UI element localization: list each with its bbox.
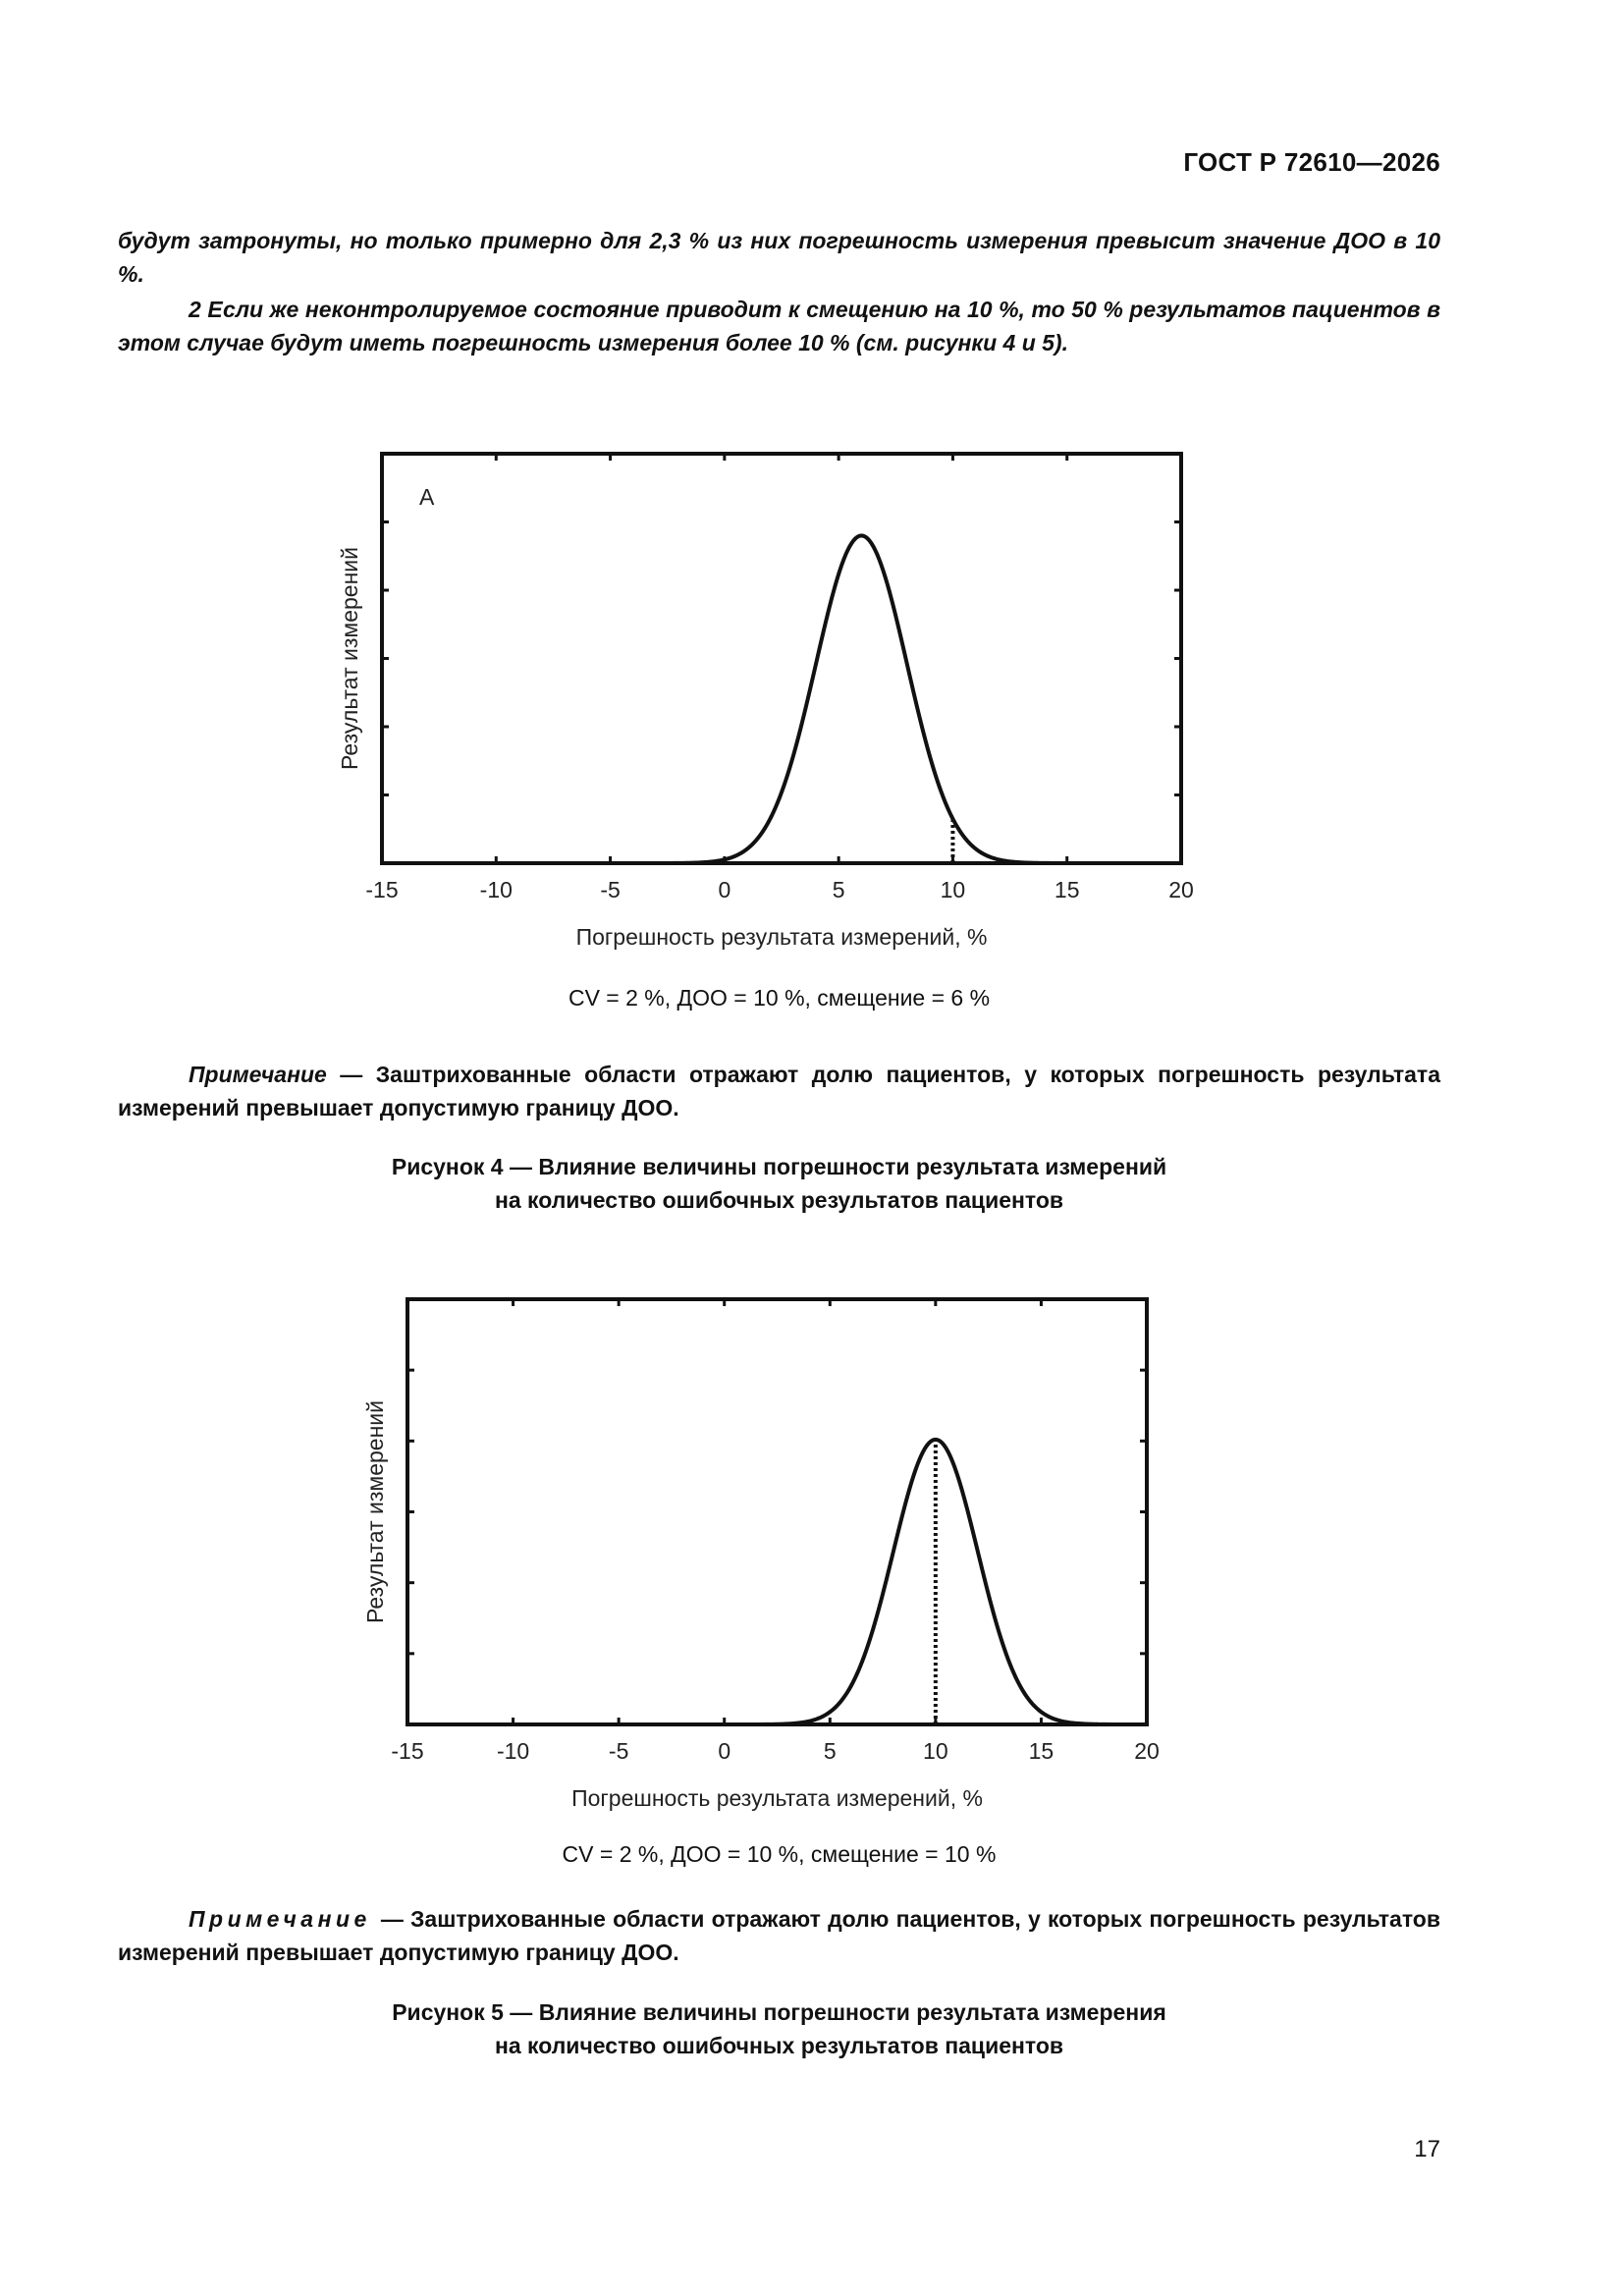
figure-4-caption — [118, 1150, 1440, 1217]
distribution-curve — [407, 1440, 1147, 1724]
x-tick-label: 15 — [1054, 877, 1080, 902]
x-tick-label: -5 — [608, 1738, 629, 1764]
x-tick-label: 10 — [940, 877, 966, 902]
figure-5-caption-line-2: на количество ошибочных результатов пациентов — [494, 2033, 1064, 2058]
x-tick-label: -10 — [479, 877, 513, 902]
x-tick-label: 0 — [718, 1738, 731, 1764]
x-tick-label: 20 — [1168, 877, 1194, 902]
figure-5-note — [118, 1902, 1440, 1969]
figure-5-caption-line-1: Рисунок 5 — Влияние величины погрешности результата измерения — [392, 1999, 1166, 2025]
distribution-curve — [382, 535, 1181, 863]
x-tick-label: 10 — [923, 1738, 948, 1764]
x-tick-label: 5 — [823, 1738, 837, 1764]
chart-x-axis-label: Погрешность результата измерений, % — [571, 1785, 983, 1811]
plot-frame — [407, 1299, 1147, 1724]
x-tick-label: -15 — [391, 1738, 424, 1764]
intro-paragraph-2: 2 Если же неконтролируемое состояние приводит к смещению на 10 %, то 50 % результатов пациентов в этом случае будут иметь погрешность измерения более 10 % (см. рисунки 4 и 5). — [118, 297, 1440, 355]
figure-5-chart — [0, 1286, 1623, 1817]
chart-y-axis-label: Результат измерений — [362, 1400, 388, 1623]
document-code: ГОСТ Р 72610—2026 — [1183, 147, 1440, 177]
chart-y-axis-label: Результат измерений — [337, 547, 362, 770]
intro-paragraph-1: будут затронуты, но только примерно для 2,3 % из них погрешность измерения превысит значение ДОО в 10 %. — [118, 228, 1440, 287]
figure-4-caption-line-2: на количество ошибочных результатов пациентов — [494, 1187, 1064, 1213]
figure-5-note-text: — Заштрихованные области отражают долю пациентов, у которых погрешность результатов измерений превышает допустимую границу ДОО. — [118, 1906, 1440, 1965]
figure-5-subcaption: CV = 2 %, ДОО = 10 %, смещение = 10 % — [562, 1841, 997, 1867]
figure-4-note-text: — Заштрихованные области отражают долю пациентов, у которых погрешность результата измерений превышает допустимую границу ДОО. — [118, 1062, 1440, 1121]
x-tick-label: 15 — [1028, 1738, 1055, 1764]
chart-panel-label: A — [419, 484, 435, 510]
figure-4-note — [118, 1058, 1440, 1124]
chart-x-axis-label: Погрешность результата измерений, % — [575, 924, 988, 950]
figure-4-note-label: Примечание — [189, 1062, 327, 1087]
figure-4-caption-line-1: Рисунок 4 — Влияние величины погрешности результата измерений — [391, 1154, 1167, 1179]
figure-4-chart — [0, 432, 1623, 962]
figure-5-note-label: Примечание — [189, 1906, 371, 1932]
x-tick-label: -5 — [600, 877, 621, 902]
x-tick-label: 0 — [718, 877, 731, 902]
page-number: 17 — [1414, 2136, 1440, 2162]
figure-5-caption — [118, 1995, 1440, 2062]
x-tick-label: 5 — [832, 877, 845, 902]
x-tick-label: -15 — [365, 877, 399, 902]
figure-4-subcaption: CV = 2 %, ДОО = 10 %, смещение = 6 % — [568, 985, 991, 1011]
x-tick-label: 20 — [1134, 1738, 1160, 1764]
plot-frame — [382, 454, 1181, 863]
x-tick-label: -10 — [496, 1738, 530, 1764]
